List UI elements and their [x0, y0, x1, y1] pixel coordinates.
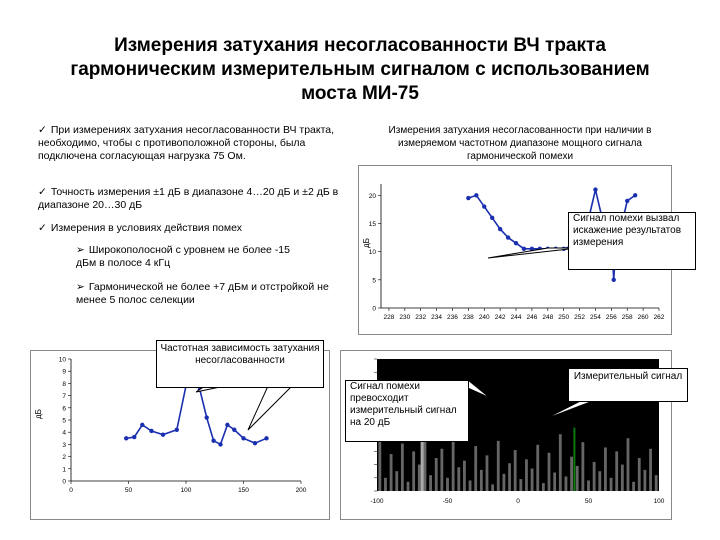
spectrum-bar: [581, 442, 584, 491]
chart1-x-tick-label: 258: [621, 314, 633, 321]
chart2-y-tick-label: 2: [62, 454, 66, 462]
chart1-x-tick-label: 248: [542, 314, 554, 321]
spectrum-bar: [401, 443, 404, 491]
title-line-3: моста МИ-75: [301, 83, 419, 104]
chart1-x-tick-label: 228: [383, 314, 395, 321]
chart2-y-tick-label: 8: [62, 380, 66, 388]
chart1-x-tick-label: 246: [526, 314, 538, 321]
chart1-x-tick-label: 256: [605, 314, 617, 321]
chart2-point: [253, 441, 257, 445]
spectrum-bar: [559, 434, 562, 491]
chart2-y-tick-label: 3: [62, 441, 66, 449]
spectrum-bar: [491, 484, 494, 491]
spectrum-bar: [627, 438, 630, 491]
spectrum-bar: [519, 479, 522, 491]
spectrum-bar: [553, 473, 556, 491]
chart1-point: [546, 247, 550, 251]
chart2-point: [132, 435, 136, 439]
spectrum-bar: [604, 447, 607, 491]
spectrum-bar: [525, 459, 528, 491]
chart2-y-tick-label: 4: [62, 429, 66, 437]
arrow-icon: ➢: [76, 244, 85, 256]
spectrum-bar: [418, 465, 421, 491]
callout-interference: Сигнал помехи превосходит измерительный сигнал на 20 дБ: [345, 380, 469, 442]
spectrum-bar: [395, 471, 398, 491]
spectrum-bar: [514, 450, 517, 491]
chart2-point: [175, 428, 179, 432]
chart1-point: [514, 241, 518, 245]
check-icon: ✓: [38, 124, 47, 136]
spectrum-bar: [435, 458, 438, 491]
callout-distortion: Сигнал помехи вызвал искажение результатов измерения: [568, 212, 696, 270]
title-line-2: гармоническим измерительным сигналом с использованием: [70, 59, 650, 80]
spectrum-bar: [457, 467, 460, 491]
spectrum-bar: [463, 461, 466, 491]
chart2-point: [241, 436, 245, 440]
bullet-text: Точность измерения ±1 дБ в диапазоне 4…20 дБ и ±2 дБ в диапазоне 20…30 дБ: [38, 186, 339, 211]
subbullet-shirokopolosnoy: [76, 244, 296, 270]
chart2-x-tick-label: 0: [69, 487, 73, 494]
spectrum-bar: [452, 438, 455, 491]
arrow-icon: ➢: [76, 281, 85, 293]
chart2-x-tick-label: 150: [238, 487, 249, 494]
subbullet-text: Широкополосной с уровнем не более -15 дБм в полосе 4 кГц: [76, 244, 290, 269]
spectrum-bar: [587, 480, 590, 491]
chart1-x-tick-label: 232: [415, 314, 427, 321]
spectrum-bar: [576, 466, 579, 491]
subbullet-garmonicheskoy: [76, 281, 338, 307]
chart2-y-tick-label: 5: [62, 417, 66, 425]
spectrum-bar: [643, 470, 646, 491]
chart2-point: [264, 436, 268, 440]
chart1-x-tick-label: 254: [590, 314, 601, 321]
chart1-x-tick-label: 240: [478, 314, 490, 321]
spectrum-bar: [502, 474, 505, 491]
spectrum-x-tick-label: 0: [516, 498, 520, 505]
spectrum-bar: [486, 455, 489, 491]
spectrum-x-tick-label: -100: [370, 498, 384, 505]
callout-measuring: Измерительный сигнал: [568, 368, 688, 402]
spectrum-bar: [593, 462, 596, 491]
spectrum-bar: [615, 451, 618, 491]
spectrum-bar: [407, 482, 410, 491]
spectrum-bar: [598, 471, 601, 491]
spectrum-bar: [542, 483, 545, 491]
chart1-point: [506, 235, 510, 239]
spectrum-bar: [632, 482, 635, 491]
chart1-point: [593, 187, 597, 191]
spectrum-bar: [531, 469, 534, 491]
spectrum-bar: [480, 470, 483, 491]
spectrum-x-tick-label: 100: [653, 498, 665, 505]
chart2-x-tick-label: 50: [124, 487, 133, 494]
chart1-point: [466, 196, 470, 200]
spectrum-bar: [610, 478, 613, 491]
chart1-x-tick-label: 244: [510, 314, 522, 321]
chart2-x-tick-label: 200: [295, 487, 307, 494]
spectrum-bar: [649, 449, 652, 491]
spectrum-bar: [412, 451, 415, 491]
spectrum-x-tick-label: 50: [584, 498, 593, 505]
bullet-pomehi: [38, 222, 348, 235]
chart1-y-tick-label: 10: [368, 249, 376, 257]
chart2-point: [161, 432, 165, 436]
chart1-x-tick-label: 236: [447, 314, 458, 321]
chart1-point: [490, 216, 494, 220]
chart1-y-tick-label: 5: [372, 277, 376, 285]
bullet-tochnost: [38, 186, 348, 212]
chart1-point: [522, 247, 526, 251]
spectrum-bar: [446, 478, 449, 491]
spectrum-bar: [565, 476, 568, 491]
spectrum-bar: [638, 458, 641, 491]
chart2-y-tick-label: 7: [62, 393, 66, 401]
chart1-ylabel: дБ: [362, 238, 371, 248]
chart1-x-tick-label: 242: [494, 314, 506, 321]
chart2-point: [218, 442, 222, 446]
chart1-point: [612, 278, 616, 282]
subbullet-text: Гармонической не более +7 дБм и отстройкой не менее 5 полос селекции: [76, 281, 329, 306]
chart2-point: [232, 428, 236, 432]
title-line-1: Измерения затухания несогласованности ВЧ тракта: [114, 35, 606, 56]
chart1-y-tick-label: 20: [368, 192, 376, 200]
chart2-y-tick-label: 6: [62, 405, 66, 413]
chart1-x-tick-label: 252: [574, 314, 586, 321]
chart1-point: [538, 247, 542, 251]
chart1-point: [530, 247, 534, 251]
chart2-ylabel: дБ: [34, 409, 43, 419]
spectrum-bar: [508, 463, 511, 491]
slide-title: [20, 34, 700, 106]
check-icon: ✓: [38, 222, 47, 234]
chart1-point: [633, 193, 637, 197]
spectrum-bar: [548, 453, 551, 491]
callout-freq-dependence: Частотная зависимость затухания несогласованности: [156, 340, 324, 388]
bullet-text: При измерениях затухания несогласованности ВЧ тракта, необходимо, чтобы с противоположной стороны, была подключена согласующая нагрузка 75 Ом.: [38, 124, 335, 162]
chart1-x-tick-label: 234: [431, 314, 443, 321]
spectrum-bar: [474, 446, 477, 491]
chart2-point: [149, 429, 153, 433]
chart1-point: [625, 199, 629, 203]
spectrum-bar: [621, 465, 624, 491]
chart2-x-tick-label: 100: [180, 487, 192, 494]
chart1-x-tick-label: 230: [399, 314, 411, 321]
bullet-nagruzka: [38, 124, 348, 163]
chart1-y-tick-label: 0: [372, 305, 376, 313]
spectrum-bar: [497, 441, 500, 491]
spectrum-bar: [429, 475, 432, 491]
chart1-x-tick-label: 260: [637, 314, 649, 321]
chart2-y-tick-label: 1: [62, 466, 66, 474]
chart1-point: [474, 193, 478, 197]
chart2-point: [205, 415, 209, 419]
spectrum-bar: [390, 454, 393, 491]
spectrum-bar: [440, 449, 443, 491]
spectrum-bar: [384, 478, 387, 491]
chart2-y-tick-label: 10: [58, 356, 66, 364]
right-caption: Измерения затухания несогласованности при наличии в измеряемом частотном диапазоне мощного сигнала гармонической помехи: [388, 125, 652, 162]
chart2-y-tick-label: 9: [62, 368, 66, 376]
chart1-y-tick-label: 15: [368, 220, 376, 228]
chart1-point: [482, 204, 486, 208]
chart2-point: [124, 436, 128, 440]
chart2-point: [140, 423, 144, 427]
check-icon: ✓: [38, 186, 47, 198]
chart1-x-tick-label: 250: [558, 314, 570, 321]
spectrum-bar: [570, 457, 573, 491]
chart2-y-tick-label: 0: [62, 478, 66, 486]
chart1-point: [554, 247, 558, 251]
chart1-x-tick-label: 262: [653, 314, 665, 321]
chart1-point: [561, 247, 565, 251]
chart1-x-tick-label: 238: [462, 314, 474, 321]
bullet-text: Измерения в условиях действия помех: [50, 222, 242, 234]
spectrum-bar: [469, 480, 472, 491]
spectrum-bar: [655, 475, 658, 491]
spectrum-x-tick-label: -50: [442, 498, 453, 505]
chart2-point: [211, 439, 215, 443]
spectrum-bar: [378, 436, 381, 491]
chart2-point: [225, 423, 229, 427]
chart1-point: [498, 227, 502, 231]
spectrum-bar: [536, 445, 539, 491]
